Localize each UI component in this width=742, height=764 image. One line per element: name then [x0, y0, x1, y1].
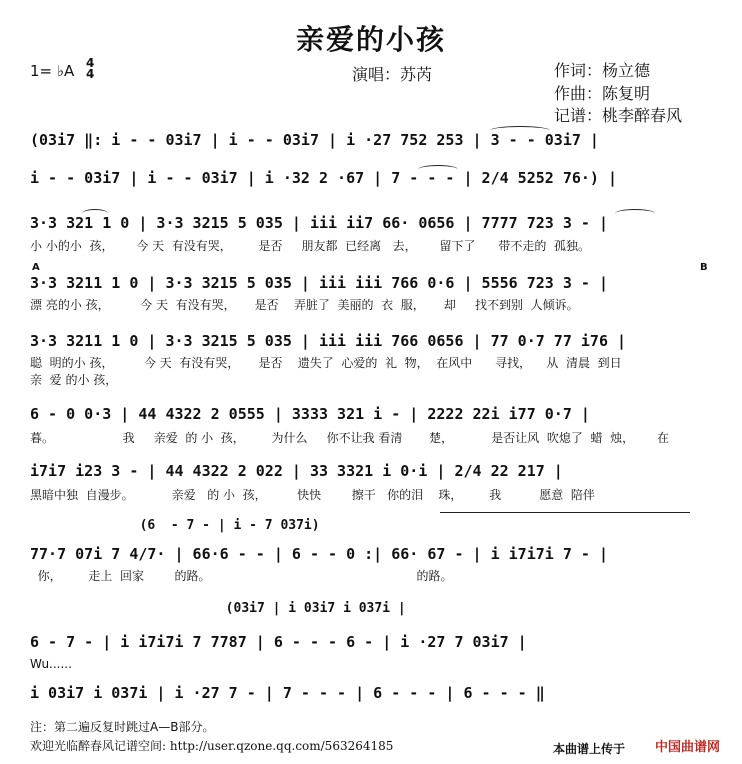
time-top: 4 — [86, 56, 95, 70]
score-line-3: 3·3 321 1 0 | 3·3 3215 5 035 | iii ii7 66· 0656 | 7777 723 3 - | — [30, 214, 608, 232]
score-line-8: 77·7 07i 7 4/7· | 66·6 - - | 6 - - 0 :| 66· 67 - | i i7i7i 7 - | — [30, 545, 608, 563]
lyric-line-5a: 聪 明的小 孩， 今 天 有没有哭， 是否 遗失了 心爱的 礼 物， 在风中 寻找， 从 清晨 到日 — [30, 356, 622, 370]
slur-mark — [615, 209, 655, 218]
slur-mark — [490, 126, 550, 135]
lyric-line-8: 你， 走上 回家 的路。 的路。 — [30, 569, 453, 583]
time-bottom: 4 — [86, 67, 95, 81]
lyric-line-3: 小 小的小 孩， 今 天 有没有哭， 是否 朋友都 已经离 去， 留下了 带不走的 孤独。 — [30, 239, 591, 253]
lyric-line-5b: 亲 爱 的小 孩， — [30, 373, 118, 387]
section-mark-a: A — [32, 262, 40, 273]
score-line-1: (03i7 ‖: i - - 03i7 | i - - 03i7 | i ·27 752 253 | 3 - - 03i7 | — [30, 131, 599, 149]
lyric-line-7: 黑暗中独 自漫步。 亲爱 的 小 孩， 快快 擦干 你的泪 珠， 我 愿意 陪伴 — [30, 488, 595, 502]
lyric-line-6: 暮。 我 亲爱 的 小 孩， 为什么 你不让我 看清 楚， 是否让风 吹熄了 蜡 烛， 在 — [30, 431, 670, 445]
footnote: 注：第二遍反复时跳过A—B部分。 — [30, 720, 215, 734]
score-line-4: 3·3 3211 1 0 | 3·3 3215 5 035 | iii iii 766 0·6 | 5556 723 3 - | — [30, 274, 608, 292]
key-signature: 1= ♭A — [30, 62, 75, 80]
lyric-line-4: 漂 亮的小 孩， 今 天 有没有哭， 是否 弄脏了 美丽的 衣 服， 却 找不到别 人倾诉。 — [30, 298, 579, 312]
score-line-6: 6 - 0 0·3 | 44 4322 2 0555 | 3333 321 i - | 2222 22i i77 0·7 | — [30, 405, 590, 423]
volta-bracket — [440, 512, 690, 513]
score-line-7: i7i7 i23 3 - | 44 4322 2 022 | 33 3321 i 0·i | 2/4 22 217 | — [30, 462, 563, 480]
credits — [554, 60, 682, 128]
visit-link-text[interactable]: 欢迎光临醉春风记谱空间: http://user.qzone.qq.com/563264185 — [30, 739, 394, 753]
site-logo[interactable] — [655, 736, 737, 756]
score-line-9-upper: (03i7 | i 03i7 i 037i | — [30, 601, 406, 616]
upload-label: 本曲谱上传于 — [553, 742, 626, 756]
slur-mark — [418, 165, 458, 174]
score-line-2: i - - 03i7 | i - - 03i7 | i ·32 2 ·67 | 7 - - - | 2/4 5252 76·) | — [30, 169, 617, 187]
singer: 演唱：苏芮 — [352, 65, 433, 84]
section-mark-b: B — [700, 262, 708, 273]
time-signature — [86, 58, 94, 80]
lyric-line-9: Wu...... — [30, 657, 72, 671]
score-line-8-upper: (6 - 7 - | i - 7 037i) — [30, 518, 320, 533]
score-line-5: 3·3 3211 1 0 | 3·3 3215 5 035 | iii iii 766 0656 | 77 0·7 77 i76 | — [30, 332, 627, 350]
transcriber: 记谱：桃李醉春风 — [554, 106, 683, 125]
song-title: 亲爱的小孩 — [295, 23, 446, 56]
lyricist: 作词：杨立德 — [554, 61, 651, 80]
site-logo-text: 中国曲谱网 — [655, 740, 721, 755]
score-line-10: i 03i7 i 037i | i ·27 7 - | 7 - - - | 6 - - - | 6 - - - ‖ — [30, 684, 545, 702]
composer: 作曲：陈复明 — [554, 83, 651, 103]
slur-mark — [82, 209, 108, 218]
score-line-9: 6 - 7 - | i i7i7i 7 7787 | 6 - - - 6 - | i ·27 7 03i7 | — [30, 633, 527, 651]
